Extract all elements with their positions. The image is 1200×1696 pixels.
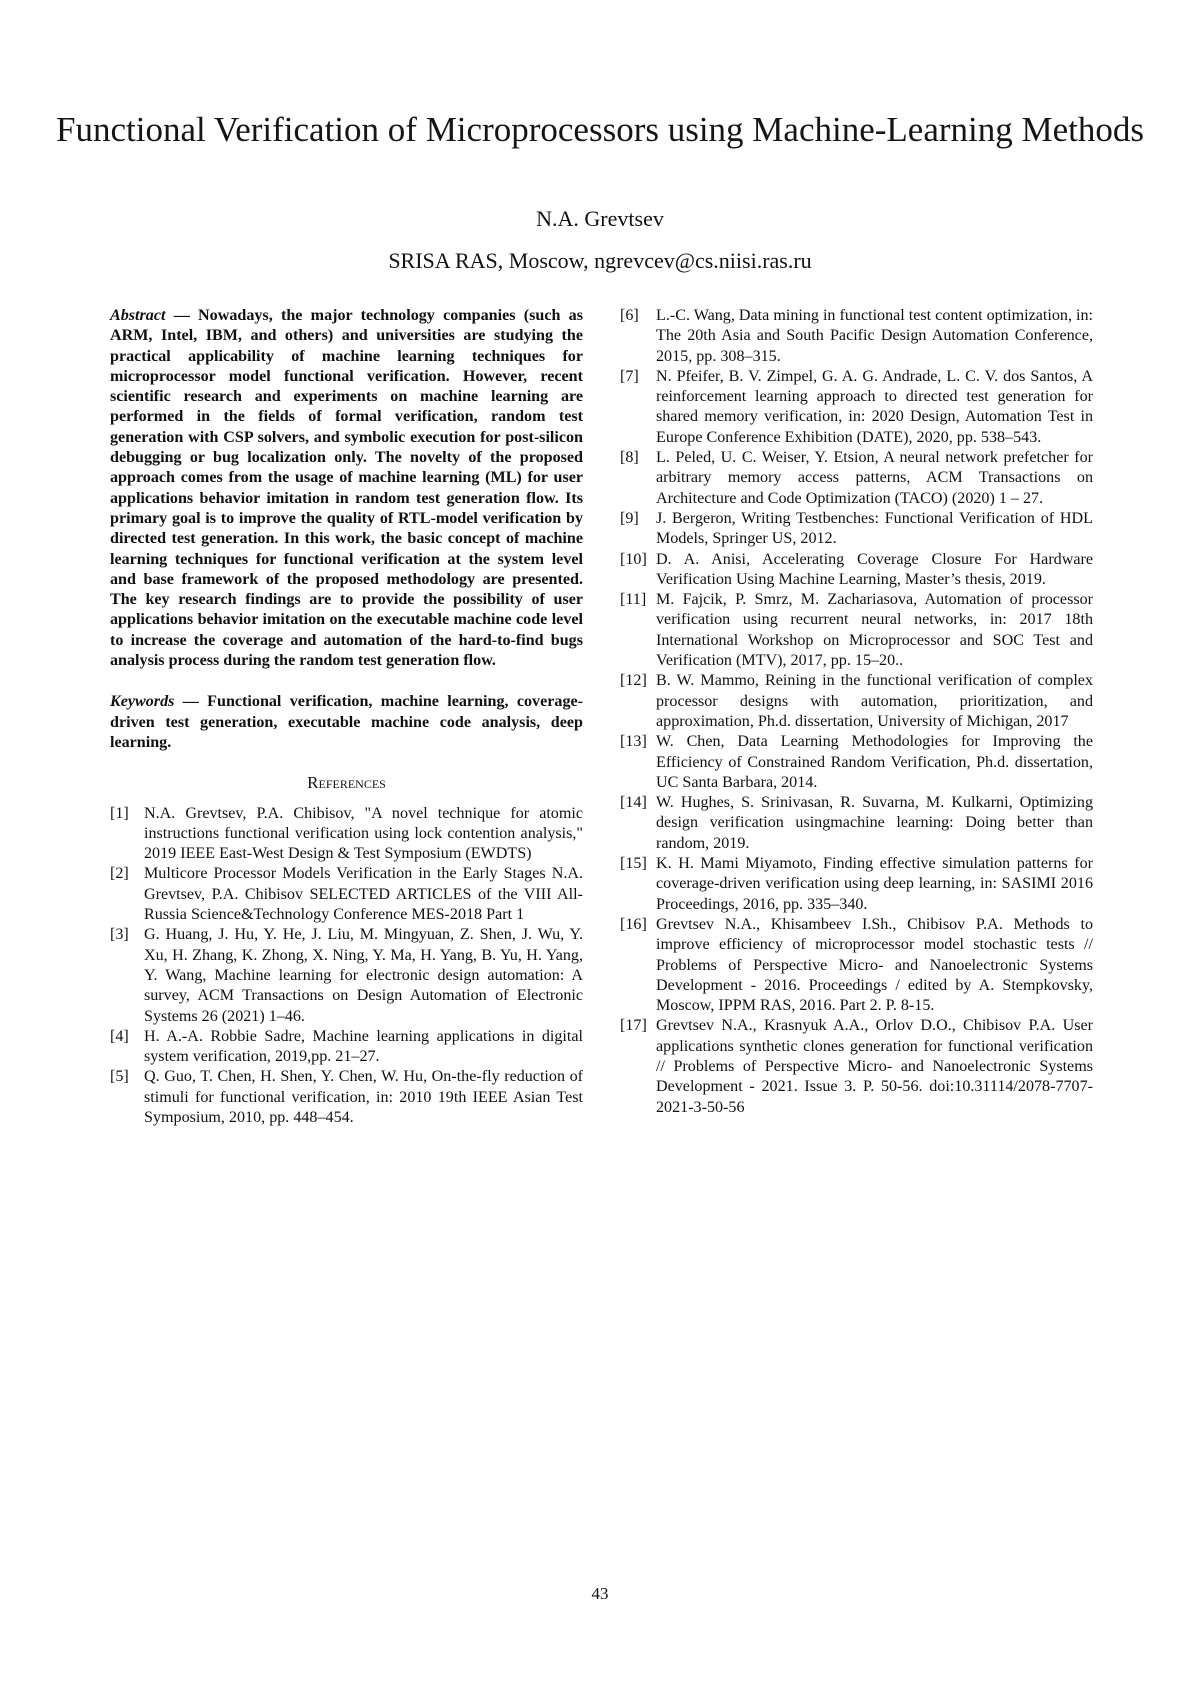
author-name: N.A. Grevtsev: [536, 206, 664, 231]
reference-text: Multicore Processor Models Verification in the Early Stages N.A. Grevtsev, P.A. Chibisov SELECTED ARTICLES of the VIII All-Russia Science&Technology Conference MES-2018 Part 1: [144, 865, 583, 924]
keywords-text: — Functional verification, machine learning, coverage-driven test generation, executable machine code analysis, deep learning.: [110, 693, 583, 751]
reference-item: [620, 590, 1093, 671]
reference-item: [620, 367, 1093, 448]
reference-text: K. H. Mami Miyamoto, Finding effective simulation patterns for coverage-driven verification using deep learning, in: SASIMI 2016 Proceedings, 2016, pp. 335–340.: [656, 855, 1093, 913]
page-number: 43: [591, 1584, 609, 1603]
reference-number: [10]: [620, 550, 647, 568]
references-list-right: [620, 306, 1093, 1118]
reference-number: [13]: [620, 733, 647, 751]
reference-text: H. A.-A. Robbie Sadre, Machine learning applications in digital system verification, 2019,pp. 21–27.: [144, 1027, 583, 1066]
abstract-label: Abstract: [110, 307, 166, 324]
reference-text: N.A. Grevtsev, P.A. Chibisov, "A novel technique for atomic instructions functional verification using lock contention analysis," 2019 IEEE East-West Design & Test Symposium (EWDTS): [144, 804, 583, 863]
abstract: [110, 306, 583, 671]
reference-text: L. Peled, U. C. Weiser, Y. Etsion, A neural network prefetcher for arbitrary memory access patterns, ACM Transactions on Architecture and Code Optimization (TACO) (2020) 1 – 27.: [656, 449, 1093, 507]
reference-item: [620, 306, 1093, 367]
reference-text: G. Huang, J. Hu, Y. He, J. Liu, M. Mingyuan, Z. Shen, J. Wu, Y. Xu, H. Zhang, K. Zhong, X. Ning, Y. Ma, H. Yang, B. Yu, H. Yang, Y. Wang, Machine learning for electronic design automation: A survey, ACM Transactions on Design Automation of Electronic Systems 26 (2021) 1–46.: [144, 926, 583, 1025]
reference-item: [110, 864, 583, 925]
abstract-text: — Nowadays, the major technology companies (such as ARM, Intel, IBM, and others) and universities are studying the practical applicability of machine learning techniques for microprocessor model functional verification. However, recent scientific research and experiments on machine learning are performed in the fields of formal verification, random test generation with CSP solvers, and symbolic execution for post-silicon debugging or bug localization only. The novelty of the proposed approach comes from the usage of machine learning (ML) for user applications behavior imitation in random test generation flow. Its primary goal is to improve the quality of RTL-model verification by directed test generation. In this work, the basic concept of machine learning techniques for functional verification at the system level and base framework of the proposed methodology are presented. The key research findings are to provide the possibility of user applications behavior imitation on the executable machine code level to increase the coverage and automation of the hard-to-find bugs analysis process during the random test generation flow.: [110, 307, 583, 670]
reference-item: [620, 854, 1093, 915]
reference-text: J. Bergeron, Writing Testbenches: Functional Verification of HDL Models, Springer US, 2012.: [656, 509, 1093, 548]
reference-item: [620, 448, 1093, 509]
reference-item: [620, 915, 1093, 1016]
keywords: [110, 692, 583, 753]
reference-number: [17]: [620, 1017, 647, 1035]
reference-number: [12]: [620, 672, 647, 690]
author-affiliation: SRISA RAS, Moscow, ngrevcev@cs.niisi.ras.ru: [388, 248, 812, 273]
reference-text: B. W. Mammo, Reining in the functional verification of complex processor designs with automation, prioritization, and approximation, Ph.d. dissertation, University of Michigan, 2017: [656, 672, 1093, 730]
reference-number: [5]: [110, 1068, 129, 1086]
reference-item: [110, 925, 583, 1026]
reference-text: Q. Guo, T. Chen, H. Shen, Y. Chen, W. Hu, On-the-fly reduction of stimuli for functional verification, in: 2010 19th IEEE Asian Test Symposium, 2010, pp. 448–454.: [144, 1068, 583, 1126]
reference-number: [1]: [110, 804, 129, 822]
paper-title: Functional Verification of Microprocessors using Machine-Learning Methods: [56, 110, 1144, 149]
reference-text: N. Pfeifer, B. V. Zimpel, G. A. G. Andrade, L. C. V. dos Santos, A reinforcement learning approach to directed test generation for shared memory verification, in: 2020 Design, Automation Test in Europe Conference Exhibition (DATE), 2020, pp. 538–543.: [656, 367, 1093, 446]
right-column: [620, 306, 1093, 1118]
reference-item: [110, 1067, 583, 1128]
reference-item: [620, 550, 1093, 591]
reference-text: W. Chen, Data Learning Methodologies for Improving the Efficiency of Constrained Random Verification, Ph.d. dissertation, UC Santa Barbara, 2014.: [656, 733, 1093, 791]
reference-item: [110, 1027, 583, 1068]
reference-number: [2]: [110, 865, 129, 883]
reference-number: [3]: [110, 926, 129, 944]
reference-item: [620, 509, 1093, 550]
references-heading: References: [307, 773, 386, 793]
reference-text: Grevtsev N.A., Khisambeev I.Sh., Chibisov P.A. Methods to improve efficiency of microprocessor model stochastic tests // Problems of Perspective Micro- and Nanoelectronic Systems Development - 2016. Proceedings / edited by A. Stempkovsky, Moscow, IPPM RAS, 2016. Part 2. P. 8-15.: [656, 915, 1093, 1015]
reference-number: [4]: [110, 1027, 129, 1045]
reference-item: [620, 671, 1093, 732]
reference-text: M. Fajcik, P. Smrz, M. Zachariasova, Automation of processor verification using recurrent neural networks, in: 2017 18th International Workshop on Microprocessor and SOC Test and Verification (MTV), 2017, pp. 15–20..: [656, 591, 1093, 670]
reference-number: [8]: [620, 449, 639, 467]
reference-item: [620, 793, 1093, 854]
reference-item: [620, 1016, 1093, 1117]
reference-text: Grevtsev N.A., Krasnyuk A.A., Orlov D.O., Chibisov P.A. User applications synthetic clones generation for functional verification // Problems of Perspective Micro- and Nanoelectronic Systems Development - 2021. Issue 3. P. 50-56. doi:10.31114/2078-7707-2021-3-50-56: [656, 1017, 1093, 1116]
reference-text: D. A. Anisi, Accelerating Coverage Closure For Hardware Verification Using Machine Learning, Master’s thesis, 2019.: [656, 550, 1093, 588]
reference-number: [9]: [620, 509, 639, 527]
reference-number: [14]: [620, 794, 647, 812]
reference-item: [620, 732, 1093, 793]
reference-number: [7]: [620, 367, 639, 385]
reference-number: [16]: [620, 915, 647, 933]
left-column: [110, 306, 583, 1128]
references-list-left: [110, 804, 583, 1129]
reference-number: [6]: [620, 307, 639, 324]
keywords-label: Keywords: [110, 693, 175, 711]
reference-number: [11]: [620, 591, 647, 609]
reference-text: L.-C. Wang, Data mining in functional test content optimization, in: The 20th Asia and South Pacific Design Automation Conference, 2015, pp. 308–315.: [656, 307, 1093, 365]
reference-text: W. Hughes, S. Srinivasan, R. Suvarna, M. Kulkarni, Optimizing design verification usingmachine learning: Doing better than random, 2019.: [656, 794, 1093, 852]
reference-number: [15]: [620, 855, 647, 873]
reference-item: [110, 804, 583, 865]
